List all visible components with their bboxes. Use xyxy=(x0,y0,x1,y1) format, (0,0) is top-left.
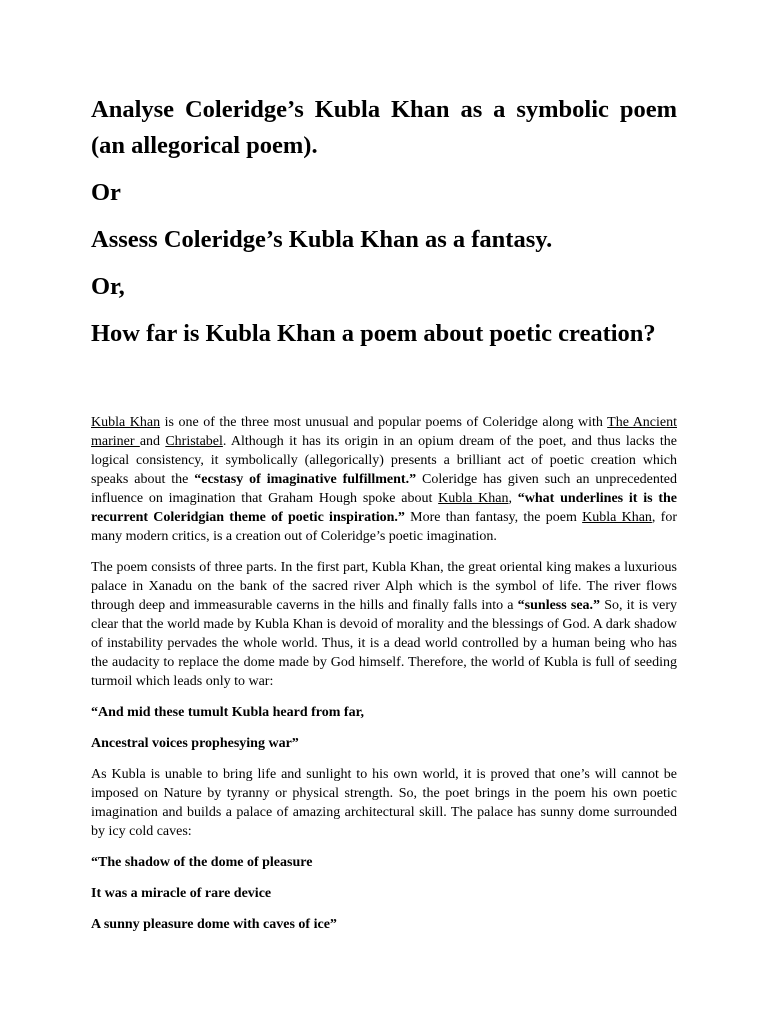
title-christabel: Christabel xyxy=(165,434,223,449)
verse-line: “The shadow of the dome of pleasure xyxy=(91,855,313,870)
text-run: So, it is very clear that the world made by Kubla Khan is devoid of morality and the blessings of God. A dark shadow of instability pervades the whole world. Thus, it is a dead world controlled by a human being who has the audacity to replace the dome made by God himself. Therefore, the world of Kubla is full of seeding turmoil which leads only to war: xyxy=(91,598,677,689)
text-run: Coleridge has given such an unprecedented influence on imagination that Graham Hough spoke about xyxy=(91,472,678,506)
paragraph-poetic-imagination: As Kubla is unable to bring life and sunlight to his own world, it is proved that one’s will cannot be imposed on Nature by tyranny or physical strength. So, the poet brings in the poem his own poetic imagination and builds a palace of amazing architectural skill. The palace has sunny dome surrounded by icy cold caves: xyxy=(91,767,677,839)
quote-sunless-sea: “sunless sea.” xyxy=(517,598,601,613)
title-kubla-khan: Kubla Khan xyxy=(582,510,652,525)
text-run: , for many modern critics, is a creation out of Coleridge’s poetic imagination. xyxy=(91,510,678,544)
paragraph-intro xyxy=(91,413,677,546)
text-run: is one of the three most unusual and popular poems of Coleridge along with xyxy=(160,415,608,430)
question-heading-2: Assess Coleridge’s Kubla Khan as a fantasy. xyxy=(91,226,553,253)
verse-line: Ancestral voices prophesying war” xyxy=(91,736,299,751)
quote-hough: “what underlines it is the recurrent Coleridgian theme of poetic inspiration.” xyxy=(91,491,678,525)
verse-line: It was a miracle of rare device xyxy=(91,886,272,901)
question-heading-3: How far is Kubla Khan a poem about poetic creation? xyxy=(91,320,656,347)
title-kubla-khan: Kubla Khan xyxy=(438,491,509,506)
text-run: More than fantasy, the poem xyxy=(404,510,583,525)
quote-ecstasy: “ecstasy of imaginative fulfillment.” xyxy=(194,472,417,487)
text-run: The poem consists of three parts. In the first part, Kubla Khan, the great oriental king makes a luxurious palace in Xanadu on the bank of the sacred river Alph which is the symbol of life. The river flows through deep and immeasurable caverns in the hills and finally falls into a xyxy=(91,560,677,613)
or-separator-2: Or, xyxy=(91,273,125,300)
or-separator-1: Or xyxy=(91,179,121,206)
verse-line: A sunny pleasure dome with caves of ice” xyxy=(91,917,337,932)
verse-line: “And mid these tumult Kubla heard from far, xyxy=(91,705,365,720)
text-run: . Although it has its origin in an opium dream of the poet, and thus lacks the logical consistency, it symbolically (allegorically) presents a brilliant act of poetic creation which speaks about the xyxy=(91,434,677,487)
text-run: and xyxy=(139,434,166,449)
question-heading-1: Analyse Coleridge’s Kubla Khan as a symbolic poem (an allegorical poem). xyxy=(91,96,677,159)
section-spacer xyxy=(91,363,677,413)
title-kubla-khan: Kubla Khan xyxy=(91,415,161,430)
text-run: , xyxy=(508,491,518,506)
paragraph-three-parts xyxy=(91,558,677,691)
title-ancient-mariner: The Ancient mariner xyxy=(91,415,678,449)
